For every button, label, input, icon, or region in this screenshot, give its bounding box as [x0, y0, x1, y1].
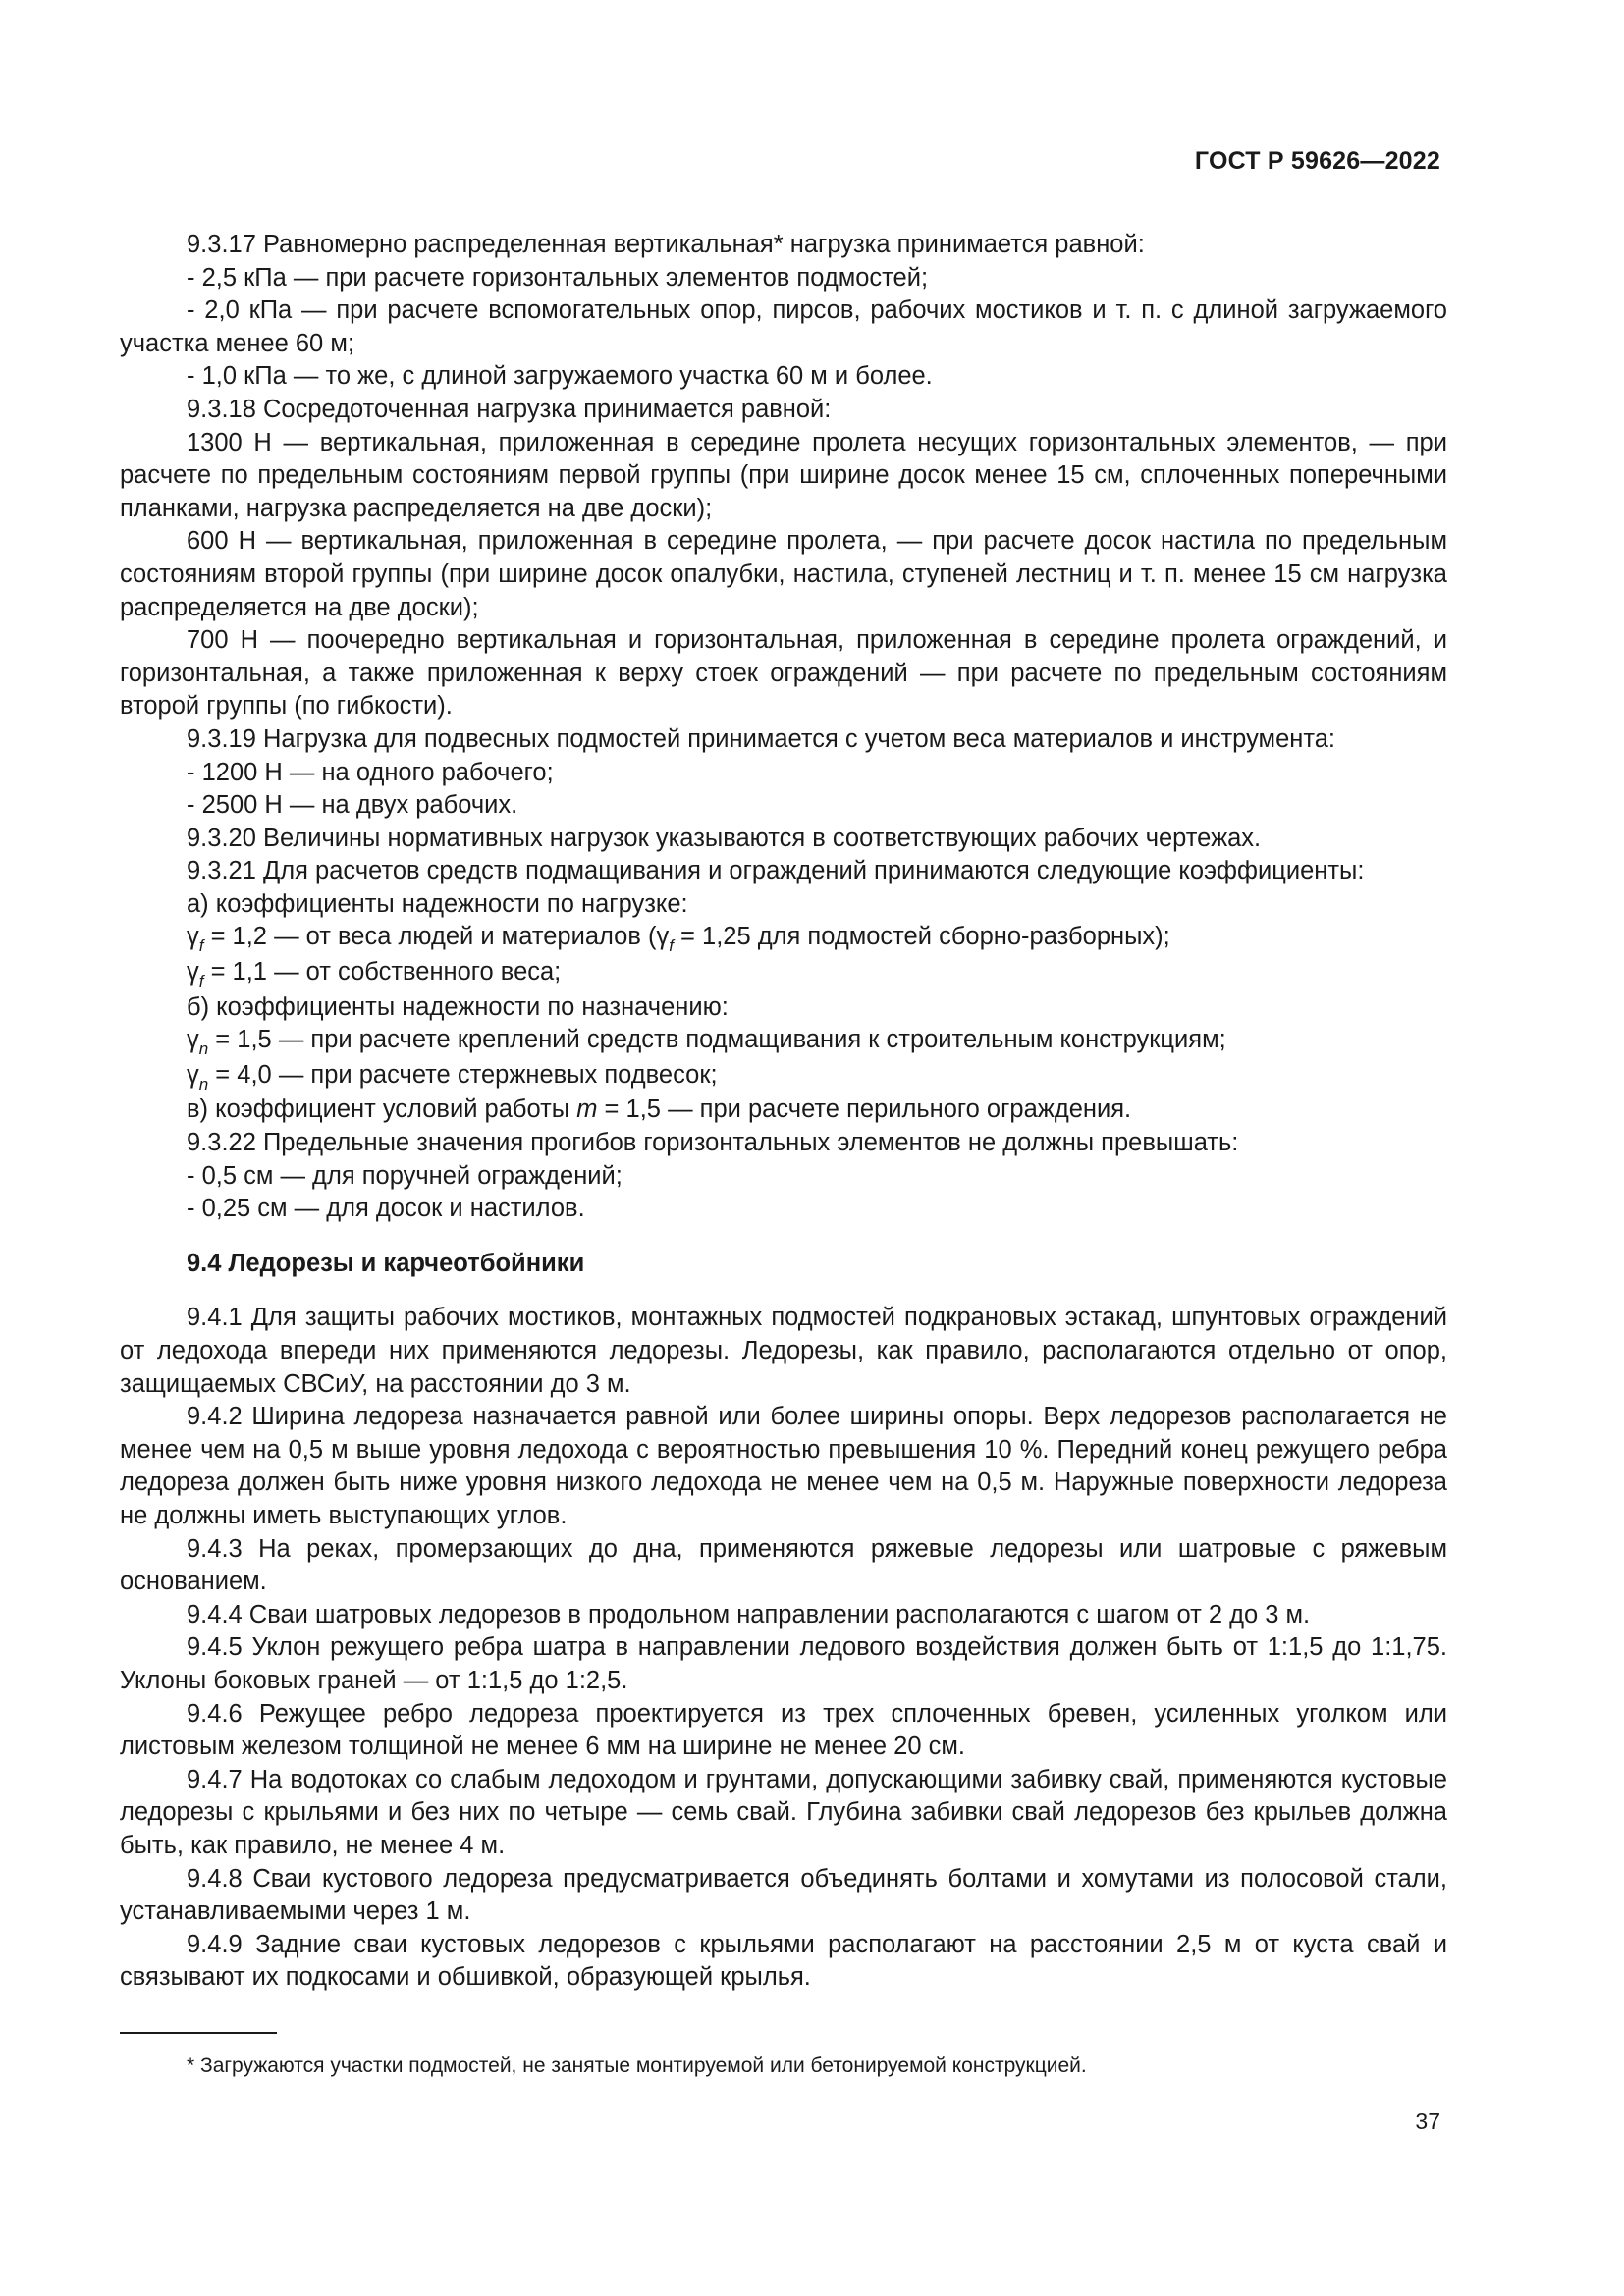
paragraph: - 1200 Н — на одного рабочего;	[187, 758, 554, 786]
paragraph: - 2500 Н — на двух рабочих.	[187, 791, 518, 820]
paragraph: - 0,5 см — для поручней ограждений;	[187, 1161, 623, 1190]
paragraph: 700 Н — поочередно вертикальная и горизонтальная, приложенная в середине пролета ограждений, и горизонтальная, а также приложенная к верху стоек ограждений — при расчете по предельным состояниям второй группы (по гибкости).	[120, 626, 1447, 721]
formula-line-gamma-n-1: $\gamma_n = 1,5$ — при расчете креплений средств подмащивания к строительным конструкциям;	[187, 1026, 1226, 1059]
footnote-divider	[120, 2032, 277, 2034]
footnote: * Загружаются участки подмостей, не занятые монтируемой или бетонируемой конструкцией.	[187, 2055, 1087, 2077]
paragraph: 9.4.1 Для защиты рабочих мостиков, монтажных подмостей подкрановых эстакад, шпунтовых ограждений от ледохода впереди них применяются ледорезы. Ледорезы, как правило, располагаются отдельно от опор, защищаемых СВСиУ, на расстоянии до 3 м.	[120, 1304, 1447, 1398]
page-number: 37	[1415, 2109, 1440, 2134]
paragraph: 600 Н — вертикальная, приложенная в середине пролета, — при расчете досок настила по предельным состояниям второй группы (при ширине досок опалубки, настила, ступеней лестниц и т. п. менее 15 см нагрузка распределяется на две доски);	[120, 527, 1447, 621]
paragraph: 9.4.2 Ширина ледореза назначается равной или более ширины опоры. Верх ледорезов располагается не менее чем на 0,5 м выше уровня ледохода с вероятностью превышения 10 %. Передний конец режущего ребра ледореза должен быть ниже уровня низкого ледохода не менее чем на 0,5 м. Наружные поверхности ледореза не должны иметь выступающих углов.	[120, 1403, 1447, 1529]
paragraph: 9.4.4 Сваи шатровых ледорезов в продольном направлении располагаются с шагом от 2 до 3 м.	[187, 1600, 1311, 1629]
formula-line-gamma-n-2: $\gamma_n = 4,0$ — при расчете стержневых подвесок;	[187, 1060, 718, 1094]
paragraph: 9.3.18 Сосредоточенная нагрузка принимается равной:	[187, 395, 832, 423]
document-header: ГОСТ Р 59626—2022	[1194, 147, 1440, 175]
formula-line-gamma-f-2: $\gamma_f = 1,1$ — от собственного веса;	[187, 958, 562, 991]
paragraph: 9.4.7 На водотоках со слабым ледоходом и грунтами, допускающими забивку свай, применяются кустовые ледорезы с крыльями и без них по четыре — семь свай. Глубина забивки свай ледорезов без крыльев должна быть, как правило, не менее 4 м.	[120, 1765, 1447, 1859]
paragraph: 9.4.9 Задние сваи кустовых ледорезов с крыльями располагают на расстоянии 2,5 м от куста свай и связывают их подкосами и обшивкой, образующей крылья.	[120, 1930, 1447, 1992]
formula-line-m: в) коэффициент условий работы m = 1,5 — при расчете перильного ограждения.	[187, 1095, 1132, 1124]
formula-line-gamma-f-1: $\gamma_f = 1,2$ — от веса людей и материалов ($\gamma_f = 1,25$ для подмостей сборно-разборных);	[187, 923, 1170, 956]
paragraph: 1300 Н — вертикальная, приложенная в середине пролета несущих горизонтальных элементов, — при расчете по предельным состояниям первой группы (при ширине досок менее 15 см, сплоченных поперечными планками, нагрузка распределяется на две доски);	[120, 428, 1447, 522]
paragraph: б) коэффициенты надежности по назначению:	[187, 992, 729, 1021]
paragraph: 9.3.20 Величины нормативных нагрузок указываются в соответствующих рабочих чертежах.	[187, 824, 1262, 852]
paragraph: 9.4.8 Сваи кустового ледореза предусматривается объединять болтами и хомутами из полосовой стали, устанавливаемыми через 1 м.	[120, 1864, 1447, 1926]
paragraph: - 2,0 кПа — при расчете вспомогательных опор, пирсов, рабочих мостиков и т. п. с длиной загружаемого участка менее 60 м;	[120, 296, 1447, 357]
paragraph: - 0,25 см — для досок и настилов.	[187, 1195, 585, 1223]
paragraph: 9.3.21 Для расчетов средств подмащивания и ограждений принимаются следующие коэффициенты:	[187, 857, 1365, 885]
paragraph: 9.4.5 Уклон режущего ребра шатра в направлении ледового воздействия должен быть от 1:1,5 до 1:1,75. Уклоны боковых граней — от 1:1,5 до 1:2,5.	[120, 1633, 1447, 1694]
main-content	[120, 229, 1447, 1995]
paragraph: 9.3.17 Равномерно распределенная вертикальная* нагрузка принимается равной:	[187, 231, 1145, 258]
paragraph: 9.3.19 Нагрузка для подвесных подмостей принимается с учетом веса материалов и инструмента:	[187, 724, 1335, 753]
section-heading: 9.4 Ледорезы и карчеотбойники	[187, 1249, 585, 1277]
paragraph: 9.4.6 Режущее ребро ледореза проектируется из трех сплоченных бревен, усиленных уголком или листовым железом толщиной не менее 6 мм на ширине не менее 20 см.	[120, 1699, 1447, 1761]
paragraph: 9.4.3 На реках, промерзающих до дна, применяются ряжевые ледорезы или шатровые с ряжевым основанием.	[120, 1534, 1447, 1596]
paragraph: 9.3.22 Предельные значения прогибов горизонтальных элементов не должны превышать:	[187, 1129, 1239, 1157]
paragraph: а) коэффициенты надежности по нагрузке:	[187, 889, 688, 918]
paragraph: - 2,5 кПа — при расчете горизонтальных элементов подмостей;	[187, 263, 929, 292]
paragraph: - 1,0 кПа — то же, с длиной загружаемого участка 60 м и более.	[187, 362, 933, 391]
